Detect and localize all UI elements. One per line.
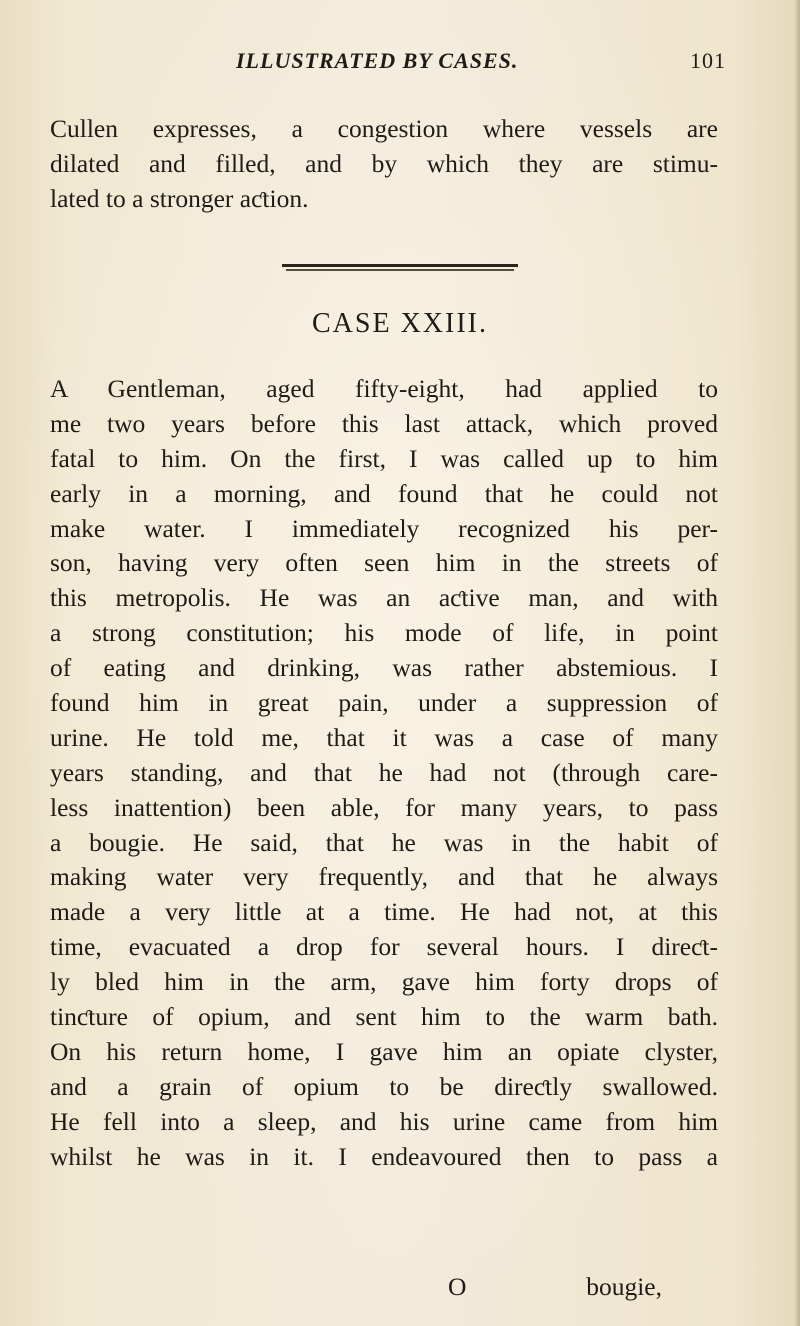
text-line: a bougie. He said, that he was in the habit of xyxy=(50,827,718,857)
case-heading: CASE XXIII. xyxy=(312,308,488,339)
text-line: me two years before this last attack, which proved xyxy=(50,408,718,438)
section-divider-rule xyxy=(282,264,518,272)
running-title: ILLUSTRATED BY CASES. xyxy=(236,48,519,73)
text-line: years standing, and that he had not (through care- xyxy=(50,757,718,787)
intro-paragraph xyxy=(50,112,718,217)
text-line: less inattention) been able, for many years, to pass xyxy=(50,792,718,822)
text-line: a strong constitution; his mode of life, in point xyxy=(50,618,718,648)
page-footer xyxy=(50,1272,718,1306)
page-number: 101 xyxy=(690,48,726,73)
text-line: ly bled him in the arm, gave him forty drops of xyxy=(50,967,718,997)
text-line: whilst he was in it. I endeavoured then to pass a xyxy=(50,1141,718,1171)
text-line: tinƈture of opium, and sent him to the warm bath. xyxy=(50,1002,718,1032)
text-line: early in a morning, and found that he could not xyxy=(50,478,718,508)
text-line: making water very frequently, and that he always xyxy=(50,862,718,892)
text-line: fatal to him. On the first, I was called up to him xyxy=(50,443,718,473)
text-line: time, evacuated a drop for several hours. I direƈt- xyxy=(50,932,718,962)
text-line: make water. I immediately recognized his per- xyxy=(50,513,718,543)
case-paragraph xyxy=(50,372,718,1174)
text-line: son, having very often seen him in the streets of xyxy=(50,548,718,578)
text-line: dilated and filled, and by which they are stimu- xyxy=(50,148,718,178)
divider-bar xyxy=(282,264,518,267)
text-line: lated to a stronger aƈtion. xyxy=(50,183,309,213)
signature-mark: O xyxy=(448,1272,467,1301)
text-line: He fell into a sleep, and his urine came from him xyxy=(50,1106,718,1136)
text-line: found him in great pain, under a suppression of xyxy=(50,688,718,718)
text-line: this metropolis. He was an aƈtive man, and with xyxy=(50,583,718,613)
text-line: of eating and drinking, was rather abstemious. I xyxy=(50,653,718,683)
text-line: urine. He told me, that it was a case of many xyxy=(50,722,718,752)
text-line: made a very little at a time. He had not, at this xyxy=(50,897,718,927)
running-head xyxy=(236,48,726,82)
text-line: Cullen expresses, a congestion where vessels are xyxy=(50,114,718,143)
text-line: and a grain of opium to be direƈtly swallowed. xyxy=(50,1071,718,1101)
text-line: On his return home, I gave him an opiate clyster, xyxy=(50,1036,718,1066)
catchword: bougie, xyxy=(586,1272,662,1301)
text-line: A Gentleman, aged fifty-eight, had applied to xyxy=(50,374,718,403)
divider-bar xyxy=(286,269,514,271)
